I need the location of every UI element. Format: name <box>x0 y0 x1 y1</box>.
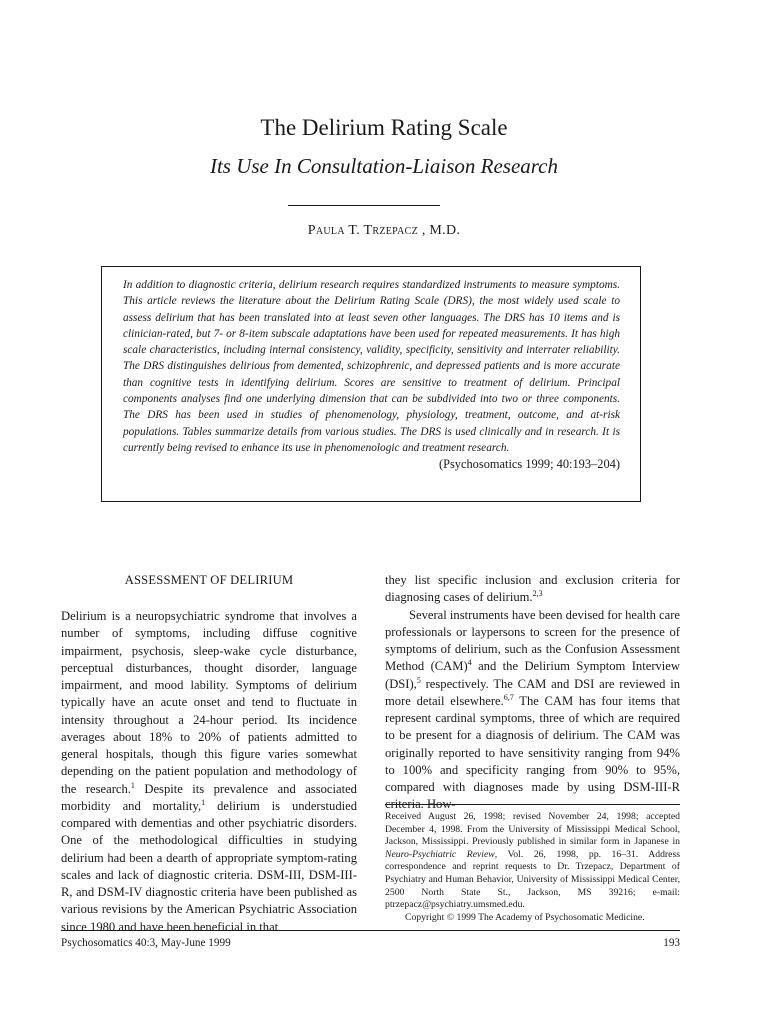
reference-marker: 2,3 <box>532 589 543 599</box>
reference-marker: 6,7 <box>503 692 514 702</box>
left-column <box>61 572 357 936</box>
footer-journal-issue: Psychosomatics 40:3, May-June 1999 <box>61 937 231 949</box>
footer-page-number: 193 <box>663 937 680 949</box>
footer-divider <box>61 930 680 931</box>
title-divider <box>288 205 440 206</box>
abstract-citation: (Psychosomatics 1999; 40:193–204) <box>438 457 620 472</box>
copyright-notice: Copyright © 1999 The Academy of Psychosomatic Medicine. <box>405 911 645 923</box>
reference-marker: 1 <box>130 780 135 790</box>
body-text: The CAM has four items that represent cardinal symptoms, three of which are required to be present for a diagnosis of delirium. The CAM was originally reported to have sensitivity ranging from 94% to 100% and specificity ranging from 90% to 95%, compared with diagnoses made by using DSM-III-R criteria. How- <box>385 693 681 812</box>
body-paragraph <box>385 607 680 814</box>
reference-marker: 1 <box>201 797 206 807</box>
body-text: Delirium is a neuropsychiatric syndrome that involves a number of symptoms, including diffuse cognitive impairment, psychosis, sleep-wake cycle disturbance, perceptual disturbances, thought disorder, language impairment, and mood lability. Symptoms of delirium typically have an acute onset and tend to fluctuate in intensity throughout a 24-hour period. Its incidence averages about 18% to 20% of patients admitted to general hospitals, though this figure varies somewhat depending on the patient population and methodology of the research. <box>61 609 357 796</box>
article-subtitle: Its Use In Consultation-Liaison Research <box>209 154 559 178</box>
body-text: delirium is understudied compared with dementias and other psychiatric disorders. One of the methodological difficulties in studying delirium had been a dearth of appropriate symptom-rating scales and lack of diagnostic criteria. DSM-III, DSM-III-R, and DSM-IV diagnostic criteria have been published as various revisions by the American Psychiatric Association since 1980 and have been beneficial in that <box>61 798 357 934</box>
footnote-text <box>385 811 680 912</box>
author-name: Paula T. Trzepacz , M.D. <box>307 223 461 238</box>
article-title: The Delirium Rating Scale <box>260 115 508 140</box>
body-text: respectively. The CAM and DSI are reviewed in more detail elsewhere. <box>385 676 680 708</box>
abstract-text: In addition to diagnostic criteria, delirium research requires standardized instruments to measure symptoms. This article reviews the literature about the Delirium Rating Scale (DRS), the most widely used scale to assess delirium that has been translated into at least seven other languages. The DRS has 10 items and is clinician-rated, but 7- or 8-item subscale adaptations have been used for repeated measurements. It has high scale characteristics, including internal consistency, validity, specificity, sensitivity and interrater reliability. The DRS distinguishes delirious from demented, schizophrenic, and depressed patients and is more accurate than cognitive tests in identifying delirium. Scores are sensitive to treatment of delirium. Principal components analyses find one underlying dimension that can be subdivided into two or three components. The DRS has been used in studies of phenomenology, physiology, treatment, outcome, and at-risk populations. Tables summarize details from various studies. The DRS is used clinically and in research. It is currently being revised to enhance its use in phenomenologic and treatment research. <box>123 279 620 454</box>
body-text: Despite its prevalence and associated morbidity and mortality, <box>61 781 357 813</box>
reference-marker: 4 <box>467 658 472 668</box>
abstract-box <box>101 266 641 502</box>
body-text: they list specific inclusion and exclusion criteria for diagnosing cases of delirium. <box>385 573 680 605</box>
footnote-text-a: Received August 26, 1998; revised November 24, 1998; accepted December 4, 1998. From the University of Mississippi Medical School, Jackson, Mississippi. Previously published in similar form in Japanese in <box>385 811 680 848</box>
body-text: and the Delirium Symptom Interview (DSI), <box>385 659 680 691</box>
footnote-text-b: , Vol. 26, 1998, pp. 16–31. Address correspondence and reprint requests to Dr. Trzepacz, Department of Psychiatry and Human Behavior, University of Mississippi Medical Center, 2500 North State St., Jackson, MS 39216; e-mail: ptrzepacz@psychiatry.umsmed.edu. <box>385 848 680 911</box>
body-paragraph <box>385 572 680 607</box>
footnote-journal: Neuro-Psychiatric Review <box>385 848 495 860</box>
reference-marker: 5 <box>416 675 421 685</box>
article-footnote <box>385 811 680 924</box>
body-text: Several instruments have been devised for health care professionals or laypersons to screen for the presence of symptoms of delirium, such as the Confusion Assessment Method (CAM) <box>385 607 681 674</box>
right-column <box>385 572 680 814</box>
body-paragraph <box>61 608 357 936</box>
footnote-divider <box>385 804 680 805</box>
section-heading: ASSESSMENT OF DELIRIUM <box>124 573 294 587</box>
